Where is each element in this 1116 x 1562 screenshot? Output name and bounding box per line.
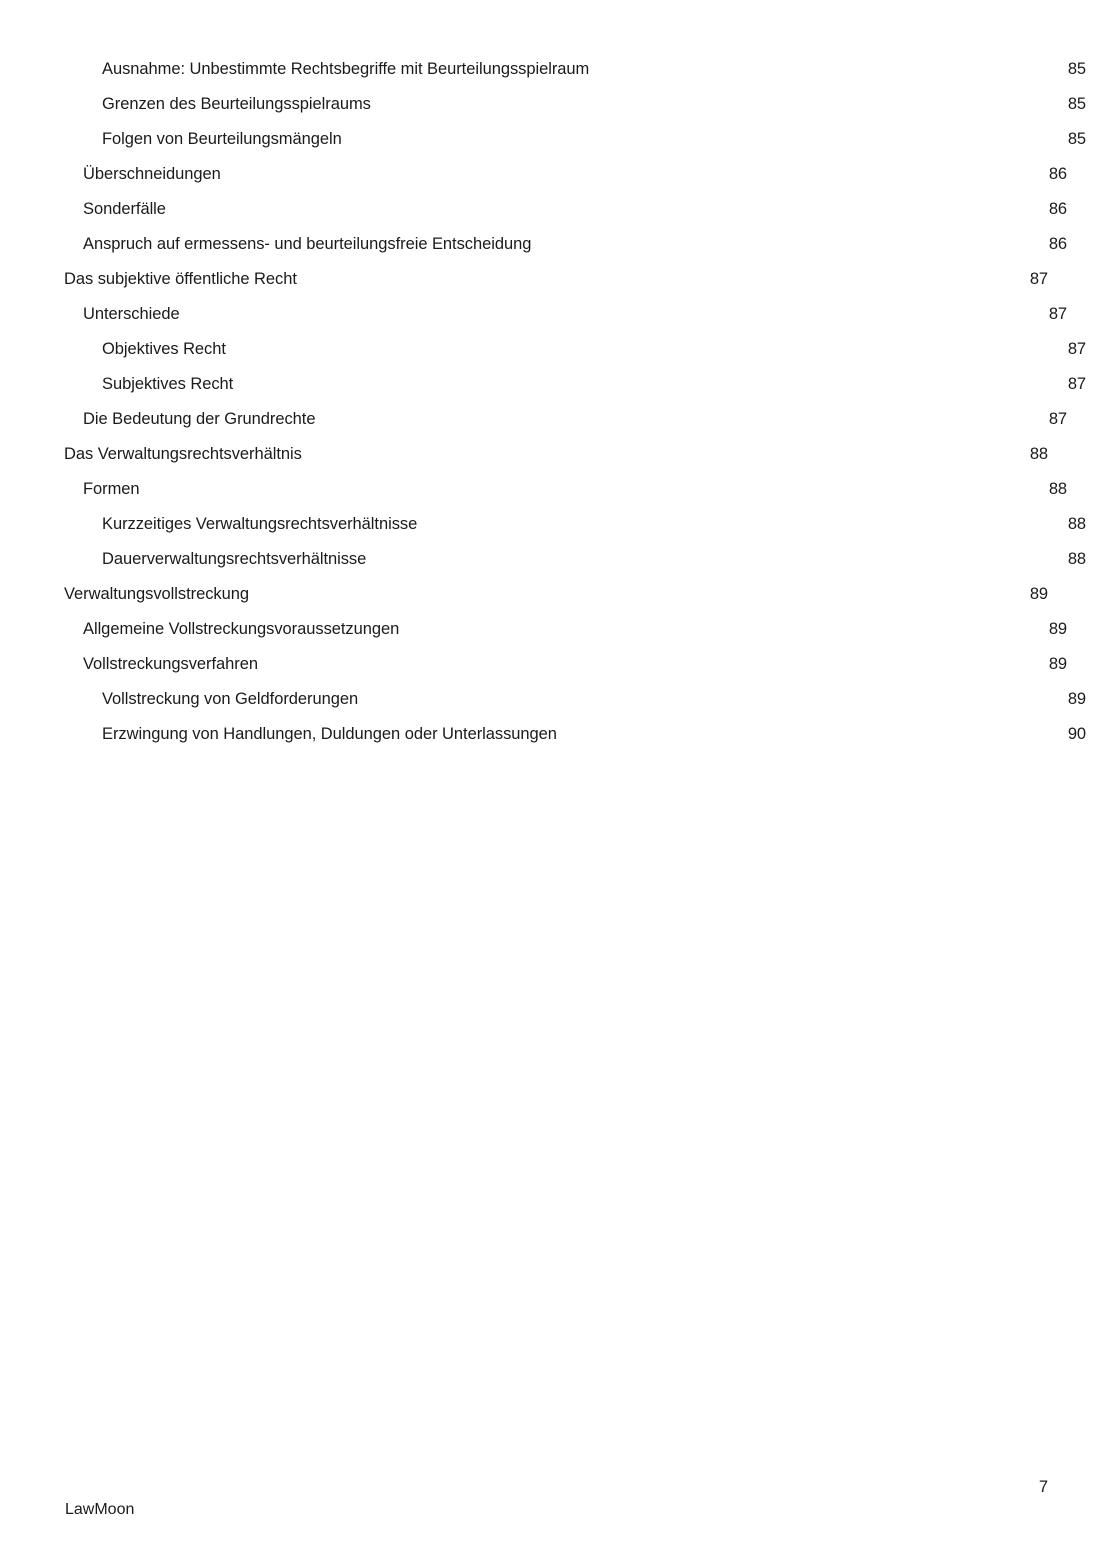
toc-dot-leader <box>249 583 1014 600</box>
toc-entry[interactable] <box>64 192 1067 227</box>
toc-entry-title: Vollstreckungsverfahren <box>83 655 258 673</box>
toc-entry[interactable] <box>64 262 1048 297</box>
toc-dot-leader <box>589 58 1052 75</box>
toc-entry-page-number: 89 <box>1067 690 1086 708</box>
toc-entry-title: Anspruch auf ermessens- und beurteilungsfreie Entscheidung <box>83 235 532 253</box>
toc-entry[interactable] <box>64 402 1067 437</box>
toc-entry[interactable] <box>64 367 1086 402</box>
toc-entry[interactable] <box>64 87 1086 122</box>
toc-entry-page-number: 87 <box>1067 340 1086 358</box>
toc-entry-page-number: 89 <box>1048 620 1067 638</box>
toc-dot-leader <box>231 338 1052 355</box>
toc-entry[interactable] <box>64 227 1067 262</box>
toc-entry-title: Überschneidungen <box>83 165 221 183</box>
toc-entry[interactable] <box>64 297 1067 332</box>
toc-entry-page-number: 86 <box>1048 165 1067 183</box>
toc-dot-leader <box>557 723 1052 740</box>
toc-entry-page-number: 85 <box>1067 95 1086 113</box>
toc-dot-leader <box>307 443 1014 460</box>
footer-page-number: 7 <box>1038 1478 1048 1496</box>
toc-entry-title: Subjektives Recht <box>102 375 234 393</box>
toc-entry-title: Vollstreckung von Geldforderungen <box>102 690 359 708</box>
toc-entry[interactable] <box>64 682 1086 717</box>
toc-dot-leader <box>221 163 1033 180</box>
toc-entry-title: Unterschiede <box>83 305 180 323</box>
toc-entry[interactable] <box>64 577 1048 612</box>
toc-entry-page-number: 87 <box>1067 375 1086 393</box>
toc-entry-page-number: 85 <box>1067 60 1086 78</box>
toc-dot-leader <box>422 513 1052 530</box>
toc-dot-leader <box>258 653 1033 670</box>
toc-entry-page-number: 90 <box>1067 725 1086 743</box>
toc-entry[interactable] <box>64 612 1067 647</box>
toc-entry[interactable] <box>64 437 1048 472</box>
toc-entry[interactable] <box>64 542 1086 577</box>
toc-entry-page-number: 88 <box>1067 515 1086 533</box>
toc-entry[interactable] <box>64 507 1086 542</box>
toc-entry-title: Allgemeine Vollstreckungsvoraussetzungen <box>83 620 400 638</box>
toc-entry-title: Folgen von Beurteilungsmängeln <box>102 130 342 148</box>
toc-entry-page-number: 88 <box>1029 445 1048 463</box>
toc-entry-title: Formen <box>83 480 140 498</box>
toc-entry[interactable] <box>64 157 1067 192</box>
toc-dot-leader <box>342 128 1052 145</box>
toc-entry-title: Grenzen des Beurteilungsspielraums <box>102 95 371 113</box>
toc-entry-title: Dauerverwaltungsrechtsverhältnisse <box>102 550 367 568</box>
toc-dot-leader <box>376 93 1052 110</box>
toc-dot-leader <box>536 233 1033 250</box>
toc-entry-title: Kurzzeitiges Verwaltungsrechtsverhältnisse <box>102 515 418 533</box>
toc-entry[interactable] <box>64 52 1086 87</box>
toc-entry[interactable] <box>64 717 1086 752</box>
toc-dot-leader <box>399 618 1033 635</box>
toc-entry-title: Verwaltungsvollstreckung <box>64 585 249 603</box>
toc-entry-page-number: 87 <box>1048 305 1067 323</box>
toc-entry-title: Erzwingung von Handlungen, Duldungen oder Unterlassungen <box>102 725 557 743</box>
toc-entry-title: Das subjektive öffentliche Recht <box>64 270 297 288</box>
toc-entry-title: Die Bedeutung der Grundrechte <box>83 410 316 428</box>
toc-entry[interactable] <box>64 122 1086 157</box>
toc-dot-leader <box>140 478 1033 495</box>
toc-dot-leader <box>171 198 1033 215</box>
toc-dot-leader <box>315 408 1033 425</box>
toc-entry-title: Das Verwaltungsrechtsverhältnis <box>64 445 302 463</box>
toc-entry-page-number: 86 <box>1048 235 1067 253</box>
toc-entry[interactable] <box>64 472 1067 507</box>
toc-entry-page-number: 87 <box>1048 410 1067 428</box>
toc-entry-page-number: 89 <box>1029 585 1048 603</box>
toc-dot-leader <box>302 268 1014 285</box>
toc-entry-page-number: 89 <box>1048 655 1067 673</box>
toc-entry-title: Objektives Recht <box>102 340 226 358</box>
toc-entry-page-number: 87 <box>1029 270 1048 288</box>
toc-entry[interactable] <box>64 647 1067 682</box>
toc-dot-leader <box>180 303 1033 320</box>
toc-dot-leader <box>358 688 1052 705</box>
table-of-contents <box>64 52 1086 752</box>
toc-entry-page-number: 88 <box>1067 550 1086 568</box>
toc-dot-leader <box>371 548 1052 565</box>
toc-entry-page-number: 85 <box>1067 130 1086 148</box>
toc-dot-leader <box>238 373 1052 390</box>
toc-entry-page-number: 86 <box>1048 200 1067 218</box>
footer-brand: LawMoon <box>65 1501 135 1518</box>
toc-entry[interactable] <box>64 332 1086 367</box>
toc-entry-page-number: 88 <box>1048 480 1067 498</box>
toc-entry-title: Ausnahme: Unbestimmte Rechtsbegriffe mit Beurteilungsspielraum <box>102 60 590 78</box>
toc-entry-title: Sonderfälle <box>83 200 166 218</box>
